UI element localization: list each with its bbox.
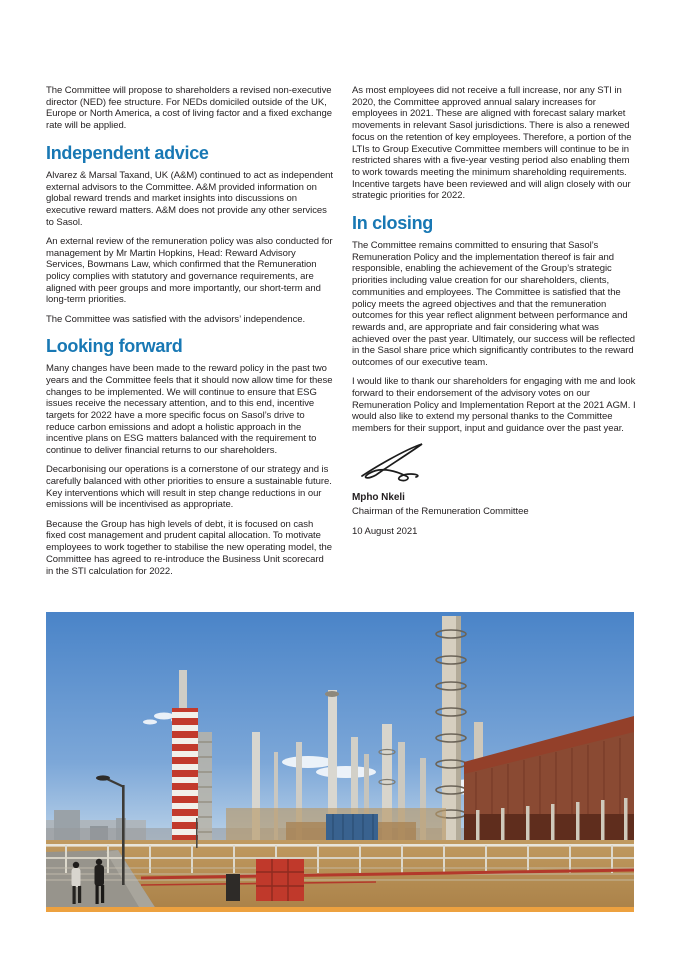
industrial-plant-photo bbox=[46, 612, 634, 912]
plant-photo-illustration bbox=[46, 612, 634, 912]
paragraph-advisors: Alvarez & Marsal Taxand, UK (A&M) continued to act as independent external advisors to the Committee. A&M provided information on global reward trends and market insights into discussions on executive reward matters. A&M does not provide any other services to Sasol. bbox=[46, 169, 334, 228]
paragraph-ned-fee-structure: The Committee will propose to shareholders a revised non-executive director (NED) fee structure. For NEDs domiciled outside of the UK, Europe or North America, a cost of living factor and a fixed exchange rate will be applied. bbox=[46, 85, 332, 132]
paragraph-committee-remains: The Committee remains committed to ensuring that Sasol’s Remuneration Policy and the implementation thereof is fair and responsible, enabling the achievement of the Group’s strategic priorities including value creation for our shareholders, clients, communities and employees. The Committee is satisfied that the policy meets the agreed objectives and that the remuneration outcomes for this year reflect alignment between performance and rewards and, are appropriate and fair considering what was achieved over the past year. Ultimately, our success will be reflected in the Sasol share price which significantly contributes to the reward outcomes of our executive team. bbox=[352, 240, 636, 369]
signature bbox=[354, 442, 446, 488]
paragraph-thanks: I would like to thank our shareholders for engaging with me and look forward to their endorsement of the advisory votes on our Remuneration Policy and Implementation Report at the 2021 AGM. I would also like to extend my personal thanks to the Committee members for their support, input and guidance over the past year. bbox=[352, 376, 636, 435]
heading-in-closing: In closing bbox=[352, 213, 434, 234]
paragraph-group-debt: Because the Group has high levels of debt, it is focused on cash fixed cost management and prudent capital allocation. To motivate employees to work together to stabilise the new operating model, the Committee has agreed to re-introduce the Business Unit scorecard in the STI calculation for 2022. bbox=[46, 518, 332, 577]
right-column bbox=[352, 85, 637, 537]
heading-looking-forward: Looking forward bbox=[46, 336, 183, 357]
paragraph-decarbonising: Decarbonising our operations is a cornerstone of our strategy and is carefully balanced with other priorities to ensure a sustainable future. Key interventions which will result in step change reductions in our emissions will be incentivised as appropriate. bbox=[46, 464, 332, 511]
photo-bottom-bar bbox=[46, 907, 634, 912]
signatory-title: Chairman of the Remuneration Committee bbox=[352, 505, 529, 517]
signature-date: 10 August 2021 bbox=[352, 525, 418, 537]
paragraph-many-changes: Many changes have been made to the reward policy in the past two years and the Committee feels that it should now allow time for these changes to be implemented. We will continue to ensure that ESG issues receive the necessary attention, and to this end, incentive targets for 2022 have a more specific focus on Sasol’s drive to reduce carbon emissions and adopt a holistic approach in the incentive plans on ESG matters balanced with the requirement to continue to deliver financial returns to our shareholders. bbox=[46, 363, 333, 457]
paragraph-advisors-independence: The Committee was satisfied with the advisors’ independence. bbox=[46, 313, 306, 325]
left-column bbox=[46, 85, 333, 585]
signature-block bbox=[352, 442, 637, 537]
paragraph-salary-increases: As most employees did not receive a full increase, nor any STI in 2020, the Committee approved annual salary increases for employees in 2021. These are aligned with forecast salary market movements in relevant Sasol jurisdictions. There is also a renewed focus on the retention of key employees. Therefore, a portion of the LTIs to Group Executive Committee members will continue to be in restricted shares with a five-year vesting period also enabling them to work towards meeting the minimum shareholding requirements. Incentive targets have been reviewed and will align closely with our strategic priorities for 2022. bbox=[352, 85, 632, 202]
paragraph-external-review: An external review of the remuneration policy was also conducted for management by Mr Martin Hopkins, Head: Reward Advisory Services, Bowmans Law, which confirmed that the Remuneration policy complies with statutory and governance requirements, are aligned with peer groups and more importantly, our short-term and long-term priorities. bbox=[46, 235, 333, 306]
signatory-name: Mpho Nkeli bbox=[352, 492, 405, 504]
heading-independent-advice: Independent advice bbox=[46, 142, 209, 163]
